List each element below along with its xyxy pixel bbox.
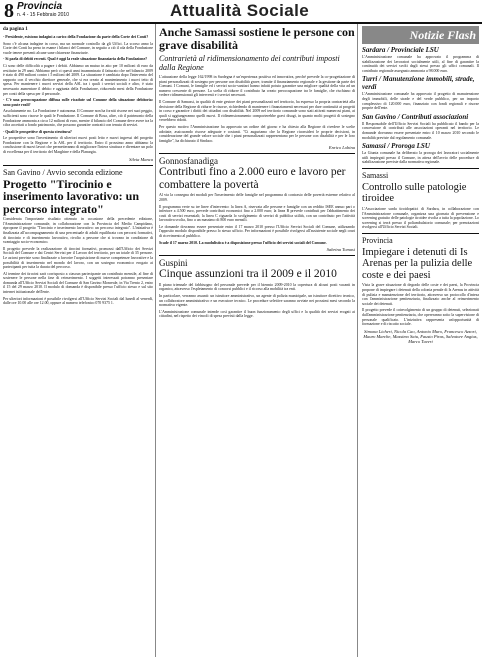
interview-answer: Ci sono delle difficoltà a pagare i debiti. Abbiamo un mutuo in atto per 10 milioni di euro da restituire in 29 anni. Abbiamo però ci questi anni incamminato il fatturato che nel bilancio 2009 è stato di 490 milioni contro i 5 milioni del 2009. La situazione è cambiata dopo l'intervento del rapporto con il vecchio direttore generale, che si era creato al mantenimento i nuovi tetto di spesa. Per mantenere i nuovi servizi della ASL tra i quali i servizi sociali e altro, è stato necessario aumentare il debito e aggiunta della Fondazione, riducendo mesi della Fondazione per conti della spesa per il personale. bbox=[3, 63, 153, 96]
article-headline: Controllo sulle patologie tiroidee bbox=[362, 181, 467, 205]
byline: Sabrina Tomasi bbox=[326, 247, 355, 253]
page-number: 8 bbox=[4, 0, 14, 22]
flash-paragraph: Il Responsabile dell'Ufficio Servizi Sociali ha pubblicato il bando per la concessione di contributi alle associazioni operanti nel territorio. Le domande dovranno essere presentate entro il 10 marzo 2010 secondo le modalità previste dal regolamento comunale. bbox=[362, 121, 479, 140]
article-paragraph: Le domande dovranno essere presentate entro il 17 marzo 2010 presso l'Ufficio Servizi Sociali del Comune, utilizzando l'apposito modulo disponibile presso lo stesso ufficio. Per informazioni è possibile rivolgersi all'assistente sociale negli orari di ricevimento al pubblico. bbox=[159, 224, 355, 239]
byline: Silvia Manca bbox=[129, 156, 153, 162]
flash-title: San Gavino / Contributi associazioni bbox=[362, 112, 469, 121]
flash-title: Turri / Manutenzione immobili, strade, verdi bbox=[362, 75, 475, 92]
divider bbox=[362, 233, 479, 234]
middle-column bbox=[159, 25, 355, 655]
byline: Simona Licheri, Nicola Cao, Antonio Muro, Francesco Azzori, Mauro Marche, Massimo Saiu, Fausto Piras, Salvatore Angius, Marco Tuveri bbox=[363, 328, 478, 344]
flash-title: Samassi / Proroga LSU bbox=[362, 142, 430, 151]
left-column bbox=[3, 25, 153, 655]
interview-question: - Presidente, esistono indagini a carico della Fondazione da parte della Corte dei Conti? bbox=[3, 35, 149, 39]
article-paragraph: In particolare, verranno assunti: un istruttore amministrativo, un agente di polizia municipale, un istruttore direttivo tecnico, un collaboratore amministrativo e un esecutore tecnico. Le procedure selettive saranno avviate nei prossimi mesi secondo la normativa vigente. bbox=[159, 293, 355, 308]
article-kicker: San Gavino / Avvio seconda edizione bbox=[3, 167, 123, 177]
article-paragraph: L'attuazione della legge 162/1998 in Sardegna è un'esperienza positiva ed innovativa, perché prevede la co-progettazione di piani personalizzati di sostegno per persone con disabilità grave, tramite il finanziamento regionale e la gestione da parte dei Comuni. I Comuni, le famiglie ed i servizi socio-sanitari hanno infatti potuto garantire una migliore qualità della vita ad un numero crescente di persone. La scelta di ridurre il contributo ha creato preoccupazione tra le famiglie, che rischiano di vedere ridimensionati gli interventi e i servizi necessari. bbox=[159, 75, 355, 98]
flash-paragraph: L'Amministrazione comunale ha approvato il programma di stabilizzazione dei lavoratori socialmente utili, al fine di garantire la continuità dei servizi svolti dagli stessi presso gli uffici comunali. Il contributo regionale assegnato ammonta a 98.000 euro. bbox=[362, 55, 479, 73]
article-paragraph: Scade il 17 marzo 2010. La modulistica è a disposizione presso l'ufficio dei servizi sociali del Comune. bbox=[159, 240, 327, 245]
right-column bbox=[358, 24, 482, 657]
section-title: Attualità Sociale bbox=[170, 1, 310, 20]
interview-answer: Le prospettive sono l'investimento di ulteriori nuovi posti letto e nuovi ingressi del progetto Fondazione con la Regione e la ASL per il territorio. Entro il prossimo anno abbiamo la conclusione di nuovi lavori che permetteranno di migliorare l'intera struttura e diventare un polo di eccellenza per il territorio del Marghine e della Planargia. bbox=[3, 136, 153, 155]
divider bbox=[362, 168, 479, 169]
article-paragraph: Considerata l'importante risultato ottenuto in occasione della precedente edizione, l'Amministrazione comunale, in collaborazione con la Provincia del Medio Campidano, ripropone il progetto "Tirocinio e inserimento lavorativo: un percorso integrato". L'iniziativa è finalizzata all'accompagnamento di una percentuale di adulti equilibrata con percorsi formativi, di tirocinio e di inserimento lavorativo, rivolto a persone che si trovano in condizione di svantaggio socio-economico. bbox=[3, 217, 153, 245]
byline: Enrico Lobina bbox=[328, 145, 355, 151]
flash-news-banner: Notizie Flash bbox=[362, 26, 479, 44]
flash-paragraph: La Giunta comunale ha deliberato la proroga dei lavoratori socialmente utili impiegati presso il Comune, in attesa dell'avvio delle procedure di stabilizzazione previste dalla normativa regionale. bbox=[362, 151, 479, 165]
interview-question: - Quali le prospettive di questa struttura? bbox=[3, 129, 72, 134]
flash-title: Sardara / Provinciale LSU bbox=[362, 46, 439, 54]
article-subheadline: Contrarietà al ridimensionamento dei contributi imposti dalla Regione bbox=[159, 54, 340, 72]
divider bbox=[3, 165, 153, 166]
article-kicker: Samassi bbox=[362, 170, 389, 180]
interview-answer: Sono c'è alcuna indagine in corso, ma un normale controllo da gli Uffici. La scorso anno la Corte dei Conti ha preso in esame i bilanci del Comune, in seguito a ciò il cda della Fondazione vuole tenere presenti alcune sane chiarezze finanziarie. bbox=[3, 41, 153, 55]
article-paragraph: Per questo motivo l'Amministrazione ha approvato un ordine del giorno e ha chiesto alla Regione di rivedere le scelte adottate, assicurando risorse adeguate e costanti. "Ci auguriamo che la Regione riconsideri le proprie decisioni, in considerazione del grande valore sociale che i piani personalizzati rappresentano per le persone con disabilità e per le loro famiglie", ha dichiarato il Sindaco. bbox=[159, 124, 355, 143]
article-headline: Impiegare i detenuti di Is Arenas per la pulizia delle coste e dei paesi bbox=[362, 246, 473, 281]
article-paragraph: Per ulteriori informazioni è possibile rivolgersi all'Ufficio Servizi Sociali dal lunedì al venerdì, dalle ore 10.00 alle ore 12.00, oppure al numero telefonico 070 9375 1. bbox=[3, 296, 153, 306]
article-headline: Cinque assunzioni tra il 2009 e il 2010 bbox=[159, 268, 337, 281]
divider bbox=[159, 255, 355, 256]
article-paragraph: Al via la consegna dei moduli per l'inserimento delle famiglie nel programma di contrasto delle povertà estreme relativo al 2009. bbox=[159, 193, 355, 202]
article-paragraph: Il programma verte su tre linee d'intervento: la linea A, riservata alle persone e famiglie con un reddito ISEE annuo pari o inferiore a 4.500 euro, prevede contributi economici fino a 2.000 euro; la linea B prevede contributi per l'abbattimento dei costi di servizi essenziali; la linea C riguarda lo svolgimento di servizi di pubblica utilità, con un contributo per l'attività lavorativa svolta, fino a un massimo di 800 euro mensili. bbox=[159, 204, 355, 223]
continued-label: da pagina 1 bbox=[3, 27, 28, 32]
article-paragraph: Il piano triennale del fabbisogno del personale prevede per il biennio 2009-2010 la copertura di alcuni posti vacanti in organico, attraverso l'espletamento di concorsi pubblici e il ricorso alla mobilità tra enti. bbox=[159, 282, 355, 292]
interview-question: - Si parla di debiti recenti. Qual è oggi la reale situazione finanziaria della Fondazione? bbox=[3, 57, 148, 62]
issue-info: n. 4 - 15 Febbraio 2010 bbox=[17, 12, 69, 18]
article-paragraph: Il progetto prevede il coinvolgimento di un gruppo di detenuti, selezionati dall'amministrazione penitenziaria, che opereranno sotto la supervisione di personale qualificato. L'iniziativa rappresenta un'opportunità di formazione e di riscatto sociale. bbox=[362, 308, 479, 327]
article-paragraph: L'Associazione sarda tiroidopatici di Sardara, in collaborazione con l'Amministrazione comunale, organizza una giornata di prevenzione e screening gratuito delle patologie tiroidee rivolta a tutta la popolazione. Lo screening si terrà presso il poliambulatorio comunale; per prenotazioni rivolgersi all'Ufficio Servizi Sociali. bbox=[362, 206, 479, 230]
article-headline: Progetto "Tirocinio e inserimento lavorativo: un percorso integrato" bbox=[3, 176, 139, 216]
column-divider bbox=[155, 24, 156, 657]
article-kicker: Provincia bbox=[362, 235, 393, 245]
article-paragraph: Al termine dei tirocini sarà corrisposto a ciascun partecipante un contributo mensile, al fine di sostenere le persone nella fase di reinserimento. I soggetti interessati potranno presentare domanda all'Ufficio Servizi Sociali del Comune di San Gavino Monreale, in Via Trento 2, entro il 15 del 29 marzo 2010. Il modulo di domanda è disponibile presso l'ufficio stesso e sul sito internet istituzionale dell'ente. bbox=[3, 271, 153, 295]
page-header bbox=[0, 0, 482, 22]
article-kicker: Gonnosfanadiga bbox=[159, 156, 218, 167]
article-kicker: Guspini bbox=[159, 258, 188, 269]
article-paragraph: Vista la grave situazione di degrado delle coste e dei paesi, la Provincia propone di impiegare i detenuti della colonia penale di Is Arenas in attività di pulizia e manutenzione del territorio, attraverso un protocollo d'intesa con l'amministrazione penitenziaria, finalizzato anche al reinserimento sociale dei detenuti. bbox=[362, 283, 479, 306]
interview-question: - C'è una preoccupazione diffusa sulle ricadute sul Comune della situazione debitoria: sono poste reali? bbox=[3, 98, 153, 107]
divider bbox=[159, 153, 355, 154]
article-headline: Anche Samassi sostiene le persone con grave disabilità bbox=[159, 25, 355, 52]
article-paragraph: Il progetto prevede la realizzazione di tirocini formativi, promossi dall'Ufficio dei Servizi Sociali del Comune e dai Centri Servizi per il Lavoro del territorio, per un totale di 35 persone. Le azioni previste sono finalizzate a favorire l'acquisizione di nuove competenze lavorative e la possibilità di inserimento nel mondo del lavoro, con un sostegno economico erogato ai partecipanti per tutta la durata del percorso. bbox=[3, 246, 153, 270]
masthead: Provincia bbox=[17, 1, 63, 12]
interview-answer: Assolutamente no. La Fondazione è autonoma. Il Comune non ha forniti risorse nei suoi peggio, sufficienti sono risorse le quali le Fondazione. Il Comune di Bosa, altre, ciò il patrimonio della Fondazione ammonta a circa 12 milioni di euro, mentre il bilancio del Comune deve avere tra la cifra accettati a fondo patrimonio, che possono garantire contratti con tenuta di servizi. bbox=[3, 109, 153, 128]
article-headline: Contributi fino a 2.000 euro e lavoro per combattere la povertà bbox=[159, 166, 346, 191]
article-paragraph: Il Comune di Samassi, in qualità di ente gestore dei piani personalizzati nel territorio, ha espresso la propria contrarietà alla decisione della Regione di ridurre le risorse, richiedendo di mantenere i finanziamenti necessari per dare continuità ai progetti in corso e garantire i diritti dei cittadini con disabilità. Nel 2009 nel territorio comunale sono stati attivati numerosi piani, ai quali si aggiungeranno quelli nuovi. Il ridimensionamento comporterebbe gravi disagi, in quanto molti progetti di sostegno verrebbero ridotti. bbox=[159, 99, 355, 123]
flash-paragraph: L'Amministrazione comunale ha approvato il progetto di manutenzione degli immobili, delle strade e del verde pubblico, per un importo complessivo di 120.000 euro, finanziato con fondi regionali e risorse proprie dell'ente. bbox=[362, 92, 479, 111]
article-paragraph: L'Amministrazione comunale intende così garantire il buon funzionamento degli uffici e la qualità dei servizi erogati ai cittadini, nel rispetto dei vincoli di spesa previsti dalla legge. bbox=[159, 309, 355, 319]
